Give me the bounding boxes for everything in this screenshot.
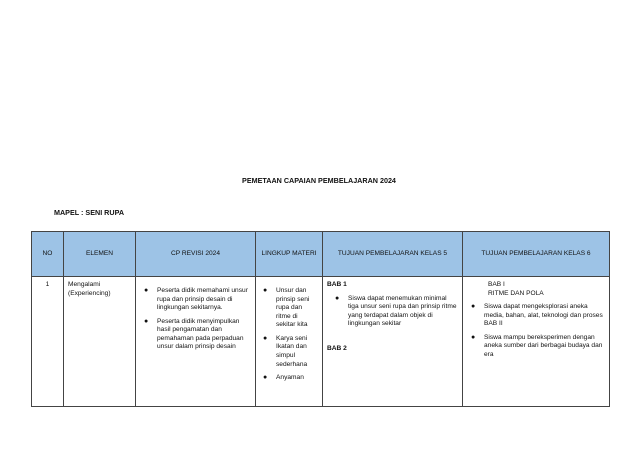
cell-lingkup-materi: [256, 277, 323, 407]
bullet-icon: ●: [335, 294, 340, 302]
cell-no: 1: [32, 277, 64, 407]
cell-cp-revisi: [136, 277, 256, 407]
header-cp-revisi: CP REVISI 2024: [136, 232, 256, 277]
cp-text: Peserta didik menyimpulkan hasil pengamatan dan pemahaman pada perpaduan unsur dalam prinsip desain: [157, 317, 244, 351]
list-item: [471, 303, 605, 329]
tp6-text: Siswa dapat mengeksplorasi aneka media, bahan, alat, teknologi dan proses: [484, 303, 603, 319]
cell-elemen: [64, 277, 136, 407]
list-item: [327, 295, 458, 329]
bab-heading: BAB I: [488, 281, 505, 288]
bullet-icon: ●: [144, 317, 149, 325]
bab-title: RITME DAN POLA: [488, 289, 544, 297]
bullet-icon: ●: [144, 287, 149, 294]
document-title: PEMETAAN CAPAIAN PEMBELAJARAN 2024: [242, 176, 396, 185]
bullet-icon: ●: [263, 334, 268, 342]
bullet-icon: ●: [263, 374, 268, 382]
mapping-table: [31, 231, 610, 407]
header-elemen: ELEMEN: [64, 232, 136, 277]
bullet-icon: ●: [263, 287, 268, 294]
header-tp-kelas-6: TUJUAN PEMBELAJARAN KELAS 6: [463, 232, 610, 277]
list-item: [263, 287, 318, 330]
header-no: NO: [32, 232, 64, 277]
tp6-text: Siswa mampu bereksperimen dengan aneka sumber dari berbagai budaya dan era: [484, 333, 603, 358]
tp5-text: Siswa dapat menemukan minimal tiga unsur seni rupa dan prinsip ritme yang terdapat dalam objek di lingkungan sekitar: [348, 294, 457, 328]
cell-tp-kelas-6: [463, 277, 610, 407]
bab-heading: BAB 1: [327, 281, 347, 288]
list-item: [263, 335, 318, 369]
lingkup-text: Anyaman: [276, 374, 304, 382]
bullet-icon: ●: [471, 303, 476, 311]
elemen-line: Mengalami: [68, 281, 101, 288]
table-row: [32, 277, 610, 407]
header-lingkup-materi: LINGKUP MATERI: [256, 232, 323, 277]
bab-heading: BAB II: [484, 320, 503, 328]
list-item: [263, 374, 318, 383]
elemen-line: (Experiencing): [68, 289, 111, 297]
cp-text: Peserta didik memahami unsur rupa dan prinsip desain di lingkungan sekitarnya.: [157, 287, 248, 312]
subject-label: MAPEL : SENI RUPA: [54, 208, 125, 217]
list-item: [471, 334, 605, 360]
bullet-icon: ●: [471, 333, 476, 341]
bab-heading: BAB 2: [327, 344, 347, 352]
table-header-row: [32, 232, 610, 277]
header-tp-kelas-5: TUJUAN PEMBELAJARAN KELAS 5: [323, 232, 463, 277]
lingkup-text: Unsur dan prinsip seni rupa dan ritme di sekitar kita: [276, 287, 310, 329]
list-item: [144, 318, 251, 352]
list-item: [144, 287, 251, 313]
cell-tp-kelas-5: [323, 277, 463, 407]
lingkup-text: Karya seni Ikatan dan simpul sederhana: [276, 334, 308, 368]
